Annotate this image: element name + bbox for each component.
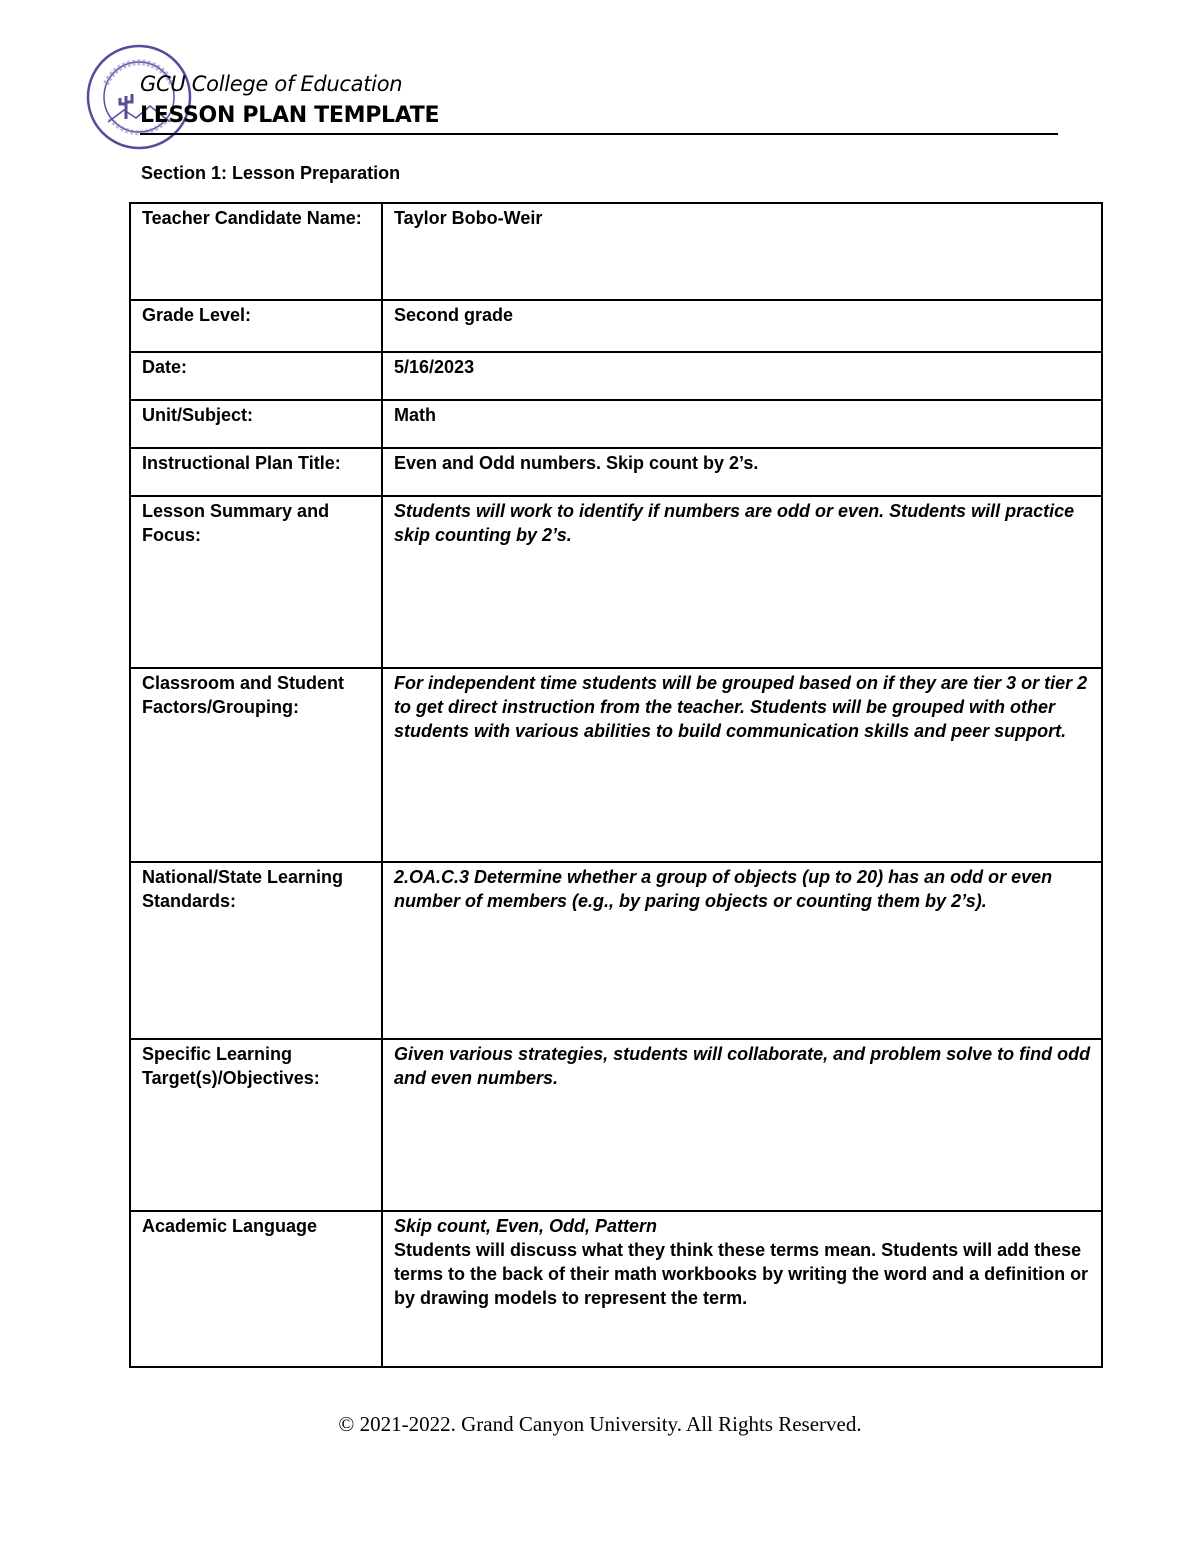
row-label: Lesson Summary and Focus: bbox=[130, 496, 382, 668]
table-row bbox=[130, 352, 1102, 400]
row-value: Given various strategies, students will collaborate, and problem solve to find odd and even numbers. bbox=[382, 1039, 1102, 1211]
table-row bbox=[130, 1211, 1102, 1367]
row-value: For independent time students will be grouped based on if they are tier 3 or tier 2 to get direct instruction from the teacher. Students will be grouped with other students with various abilities to build communication skills and peer support. bbox=[382, 668, 1102, 862]
row-label: National/State Learning Standards: bbox=[130, 862, 382, 1039]
table-row bbox=[130, 862, 1102, 1039]
row-value-group bbox=[382, 1211, 1102, 1367]
table-row bbox=[130, 496, 1102, 668]
copyright-footer: © 2021-2022. Grand Canyon University. All Rights Reserved. bbox=[338, 1412, 862, 1436]
row-label: Date: bbox=[130, 352, 382, 400]
row-label: Academic Language bbox=[130, 1211, 382, 1367]
header-divider bbox=[140, 133, 1058, 135]
table-row bbox=[130, 1039, 1102, 1211]
row-value: 2.OA.C.3 Determine whether a group of objects (up to 20) has an odd or even number of members (e.g., by paring objects or counting them by 2’s). bbox=[382, 862, 1102, 1039]
row-label: Specific Learning Target(s)/Objectives: bbox=[130, 1039, 382, 1211]
institution-name: GCU College of Education bbox=[140, 72, 403, 96]
academic-language-description: Students will discuss what they think these terms mean. Students will add these terms to the back of their math workbooks by writing the word and a definition or by drawing models to represent the term. bbox=[394, 1240, 1089, 1308]
row-label: Grade Level: bbox=[130, 300, 382, 352]
table-row bbox=[130, 448, 1102, 496]
row-label: Classroom and Student Factors/Grouping: bbox=[130, 668, 382, 862]
row-value: Taylor Bobo-Weir bbox=[382, 203, 1102, 300]
document-title: LESSON PLAN TEMPLATE bbox=[140, 103, 440, 128]
row-value: Math bbox=[382, 400, 1102, 448]
row-value: Second grade bbox=[382, 300, 1102, 352]
row-value: Even and Odd numbers. Skip count by 2’s. bbox=[382, 448, 1102, 496]
row-label: Instructional Plan Title: bbox=[130, 448, 382, 496]
lesson-preparation-table bbox=[129, 202, 1103, 1368]
section-title: Section 1: Lesson Preparation bbox=[141, 163, 401, 183]
table-row bbox=[130, 300, 1102, 352]
row-label: Unit/Subject: bbox=[130, 400, 382, 448]
table-row bbox=[130, 400, 1102, 448]
table-row bbox=[130, 668, 1102, 862]
row-value: 5/16/2023 bbox=[382, 352, 1102, 400]
row-value: Students will work to identify if numbers are odd or even. Students will practice skip counting by 2’s. bbox=[382, 496, 1102, 668]
table-row bbox=[130, 203, 1102, 300]
row-label: Teacher Candidate Name: bbox=[130, 203, 382, 300]
academic-terms: Skip count, Even, Odd, Pattern bbox=[394, 1216, 658, 1236]
